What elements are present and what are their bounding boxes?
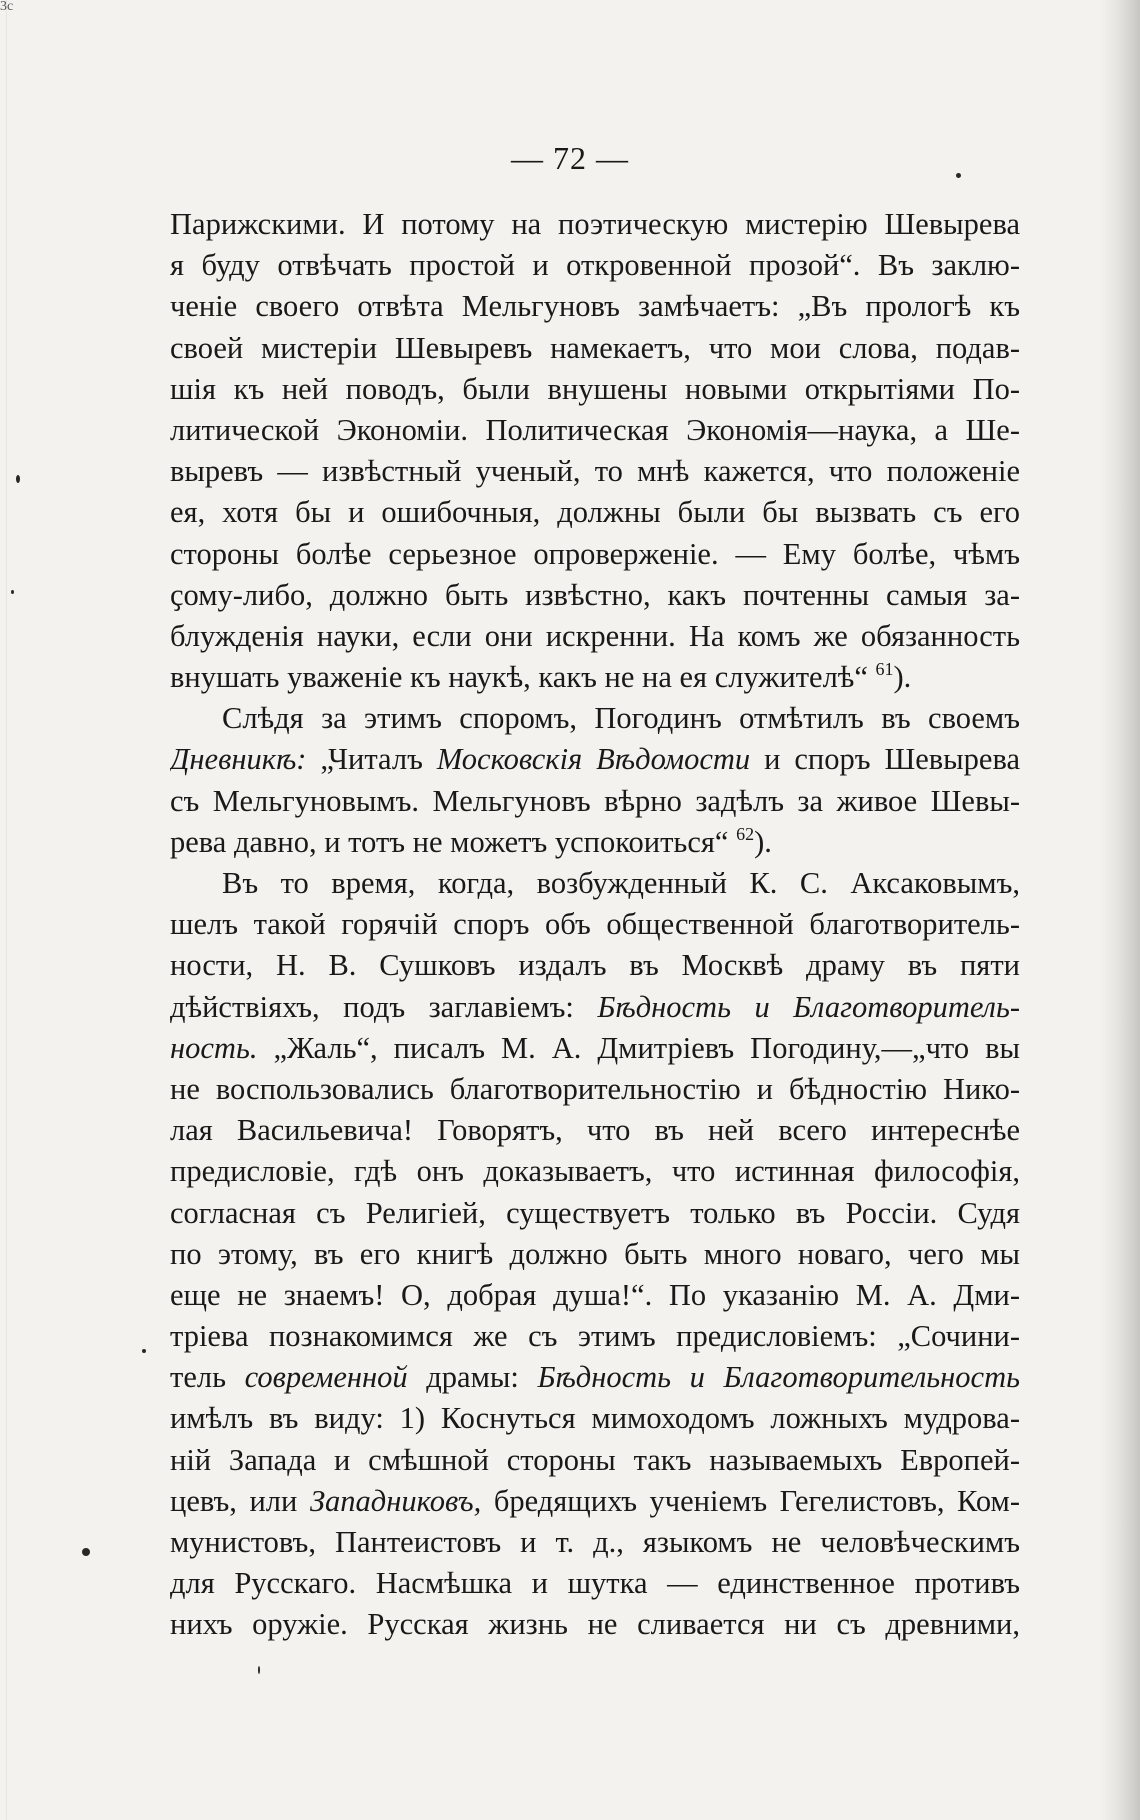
text-line: своей мистеріи Шевыревъ намекаетъ, что мои слова, подав- (170, 330, 1020, 365)
scan-speck (142, 1349, 146, 1353)
text-line: блужденія науки, если они искренни. На комъ же обязанность (170, 618, 1020, 653)
text-line: Слѣдя за этимъ споромъ, Погодинъ отмѣтилъ въ своемъ (222, 701, 1020, 736)
text-line: лая Васильевича! Говорятъ, что въ ней всего интереснѣе (170, 1113, 1020, 1148)
page-gutter (6, 0, 7, 1820)
text-line: я буду отвѣчать простой и откровенной прозой“. Въ заклю- (170, 248, 1020, 283)
scan-edge-shadow (1100, 0, 1140, 1820)
text-line: стороны болѣе серьезное опроверженіе. — Ему болѣе, чѣмъ (170, 536, 1020, 571)
text-line: Дневникѣ: „Читалъ Московскія Вѣдомости и споръ Шевырева (170, 742, 1020, 777)
text-line (170, 822, 1020, 863)
italic-phrase: Московскія Вѣдомости (436, 742, 751, 777)
scan-speck (258, 1666, 260, 1674)
text-line: имѣлъ въ виду: 1) Коснуться мимоходомъ ложныхъ мудрова- (170, 1401, 1020, 1436)
text-line-tail: ). (893, 660, 912, 695)
italic-phrase: Бѣдность и Благотворительность (537, 1360, 1020, 1395)
text-line: Въ то время, когда, возбужденный К. С. Аксаковымъ, (222, 866, 1020, 900)
text-line: предисловіе, гдѣ онъ доказываетъ, что истинная философія, (170, 1154, 1020, 1189)
text-line: ній Запада и смѣшной стороны такъ называемыхъ Европей- (170, 1442, 1020, 1477)
text-line: согласная съ Религіей, существуетъ только въ Россіи. Судя (170, 1195, 1020, 1230)
corner-scan-mark: 3c (0, 0, 14, 14)
text-line (170, 657, 1020, 698)
text-line-body: рева давно, и тотъ не можетъ успокоиться“ (170, 824, 729, 859)
text-line: цевъ, или Западниковъ, бредящихъ ученіемъ Гегелистовъ, Ком- (170, 1483, 1020, 1518)
text-line: Парижскими. И потому на поэтическую мистерію Шевырева (170, 207, 1020, 241)
text-line-tail: ). (754, 824, 772, 859)
italic-phrase: Западниковъ, (309, 1483, 482, 1518)
text-line: литической Экономіи. Политическая Экономія—наука, а Ше- (170, 412, 1020, 447)
page-number: — 72 — (511, 140, 629, 176)
footnote-ref: 62 (736, 823, 755, 844)
text-line: для Русскаго. Насмѣшка и шутка — единственное противъ (170, 1566, 1020, 1601)
scan-speck (82, 1548, 90, 1556)
text-line: ности, Н. В. Сушковъ издалъ въ Москвѣ драму въ пяти (170, 948, 1020, 983)
text-line: шелъ такой горячій споръ объ общественной благотворитель- (170, 907, 1020, 942)
text-line: ҫому-либо, должно быть извѣстно, какъ почтенны самыя за- (170, 577, 1020, 612)
text-line: тель современной драмы: Бѣдность и Благотворительность (170, 1360, 1020, 1395)
text-line: ченіе своего отвѣта Мельгуновъ замѣчаетъ: „Въ прологѣ къ (170, 289, 1020, 324)
italic-phrase: ность. (170, 1030, 258, 1065)
text-line: тріева познакомимся же съ этимъ предисловіемъ: „Сочини- (170, 1319, 1020, 1354)
text-line: дѣйствіяхъ, подъ заглавіемъ: Бѣдность и Благотворитель- (170, 989, 1020, 1024)
text-line: мунистовъ, Пантеистовъ и т. д., языкомъ не человѣческимъ (170, 1525, 1020, 1559)
text-line: ея, хотя бы и ошибочныя, должны были бы вызвать съ его (170, 495, 1020, 530)
italic-phrase: Бѣдность и Благотворитель- (597, 989, 1020, 1024)
text-line: еще не знаемъ! О, добрая душа!“. По указанію М. А. Дми- (170, 1277, 1020, 1312)
scan-speck (11, 590, 14, 594)
scan-speck (16, 475, 20, 483)
text-line-body: внушать уваженіе къ наукѣ, какъ не на ея служителѣ“ (170, 660, 868, 695)
text-line: съ Мельгуновымъ. Мельгуновъ вѣрно задѣлъ за живое Шевы- (170, 783, 1020, 818)
text-line: по этому, въ его книгѣ должно быть много новаго, чего мы (170, 1236, 1020, 1271)
text-line: нихъ оружіе. Русская жизнь не сливается ни съ древними, (170, 1607, 1020, 1642)
body-text (170, 204, 1020, 1646)
italic-phrase: Дневникѣ: (170, 742, 307, 777)
text-line: шія къ ней поводъ, были внушены новыми открытіями По- (170, 371, 1020, 406)
text-line: не воспользовались благотворительностію и бѣдностію Нико- (170, 1071, 1020, 1106)
italic-phrase: современной (244, 1360, 408, 1395)
text-line: ность. „Жаль“, писалъ М. А. Дмитріевъ Погодину,—„что вы (170, 1030, 1020, 1065)
text-line: выревъ — извѣстный ученый, то мнѣ кажется, что положеніе (170, 454, 1020, 489)
footnote-ref: 61 (875, 659, 894, 680)
